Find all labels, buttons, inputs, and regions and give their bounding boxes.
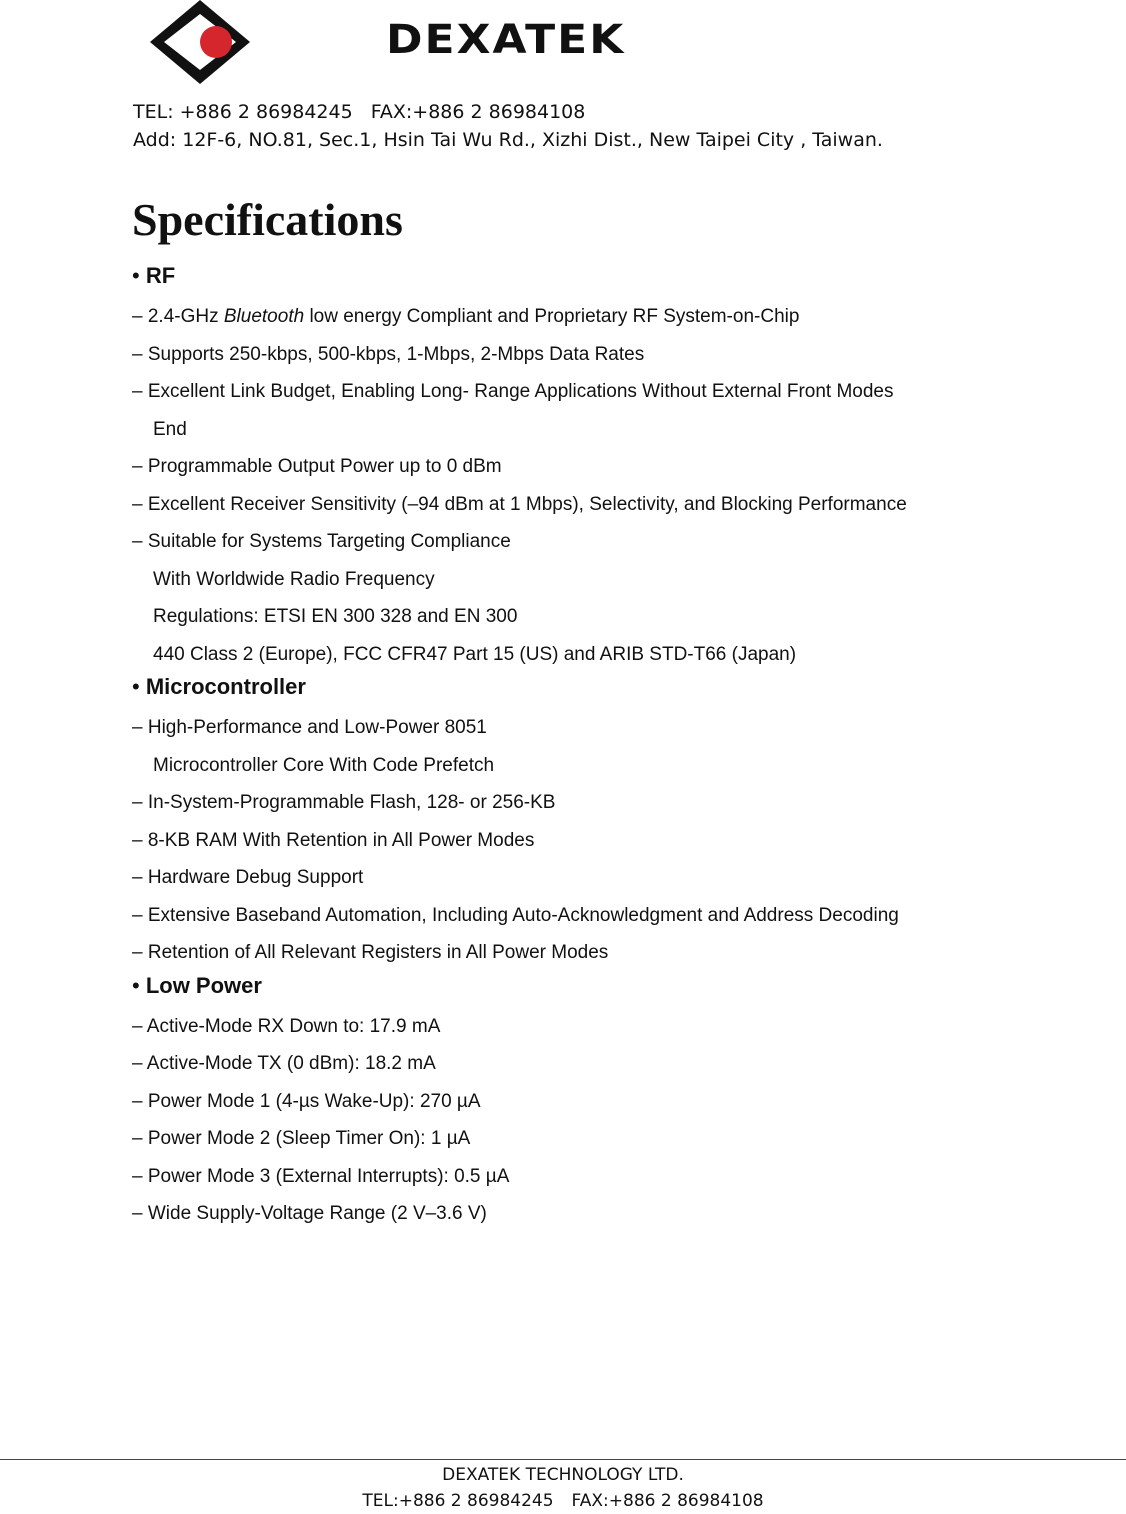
footer-contact — [0, 1488, 1126, 1514]
spec-item: – Hardware Debug Support — [132, 867, 364, 888]
spec-item: – Power Mode 1 (4-µs Wake-Up): 270 µA — [132, 1090, 481, 1112]
contact-fax: FAX:+886 2 86984108 — [370, 101, 586, 123]
contact-address: Add: 12F-6, NO.81, Sec.1, Hsin Tai Wu Rd., Xizhi Dist., New Taipei City , Taiwan. — [133, 129, 883, 151]
footer-fax: FAX:+886 2 86984108 — [571, 1491, 764, 1511]
bluetooth-term: Bluetooth — [223, 306, 305, 327]
contact-tel: TEL: +886 2 86984245 — [133, 101, 353, 123]
spec-item: – Active-Mode TX (0 dBm): 18.2 mA — [132, 1053, 436, 1074]
spec-item-continuation: Microcontroller Core With Code Prefetch — [153, 754, 495, 776]
spec-item: – High-Performance and Low-Power 8051 — [132, 717, 487, 738]
section-heading-rf: • RF — [132, 263, 176, 288]
footer-divider — [0, 1459, 1126, 1460]
specifications-list — [132, 262, 1012, 1233]
spec-item: – In-System-Programmable Flash, 128- or 256-KB — [132, 792, 556, 813]
spec-item: – 2.4-GHz Bluetooth low energy Compliant and Proprietary RF System-on-Chip — [132, 306, 800, 327]
footer-tel: TEL:+886 2 86984245 — [362, 1491, 554, 1511]
spec-item-continuation: With Worldwide Radio Frequency — [153, 568, 435, 590]
spec-item: – Active-Mode RX Down to: 17.9 mA — [132, 1015, 441, 1037]
bullet: • — [132, 972, 140, 998]
spec-item: – 8-KB RAM With Retention in All Power Modes — [132, 829, 535, 851]
spec-item-continuation: 440 Class 2 (Europe), FCC CFR47 Part 15 (US) and ARIB STD-T66 (Japan) — [153, 643, 797, 665]
spec-item: – Retention of All Relevant Registers in All Power Modes — [132, 942, 609, 963]
bullet: • — [132, 674, 140, 699]
spec-item-continuation: Regulations: ETSI EN 300 328 and EN 300 — [153, 606, 518, 627]
spec-item: – Suitable for Systems Targeting Compliance — [132, 531, 511, 552]
spec-item: – Programmable Output Power up to 0 dBm — [132, 456, 502, 477]
spec-item: – Supports 250-kbps, 500-kbps, 1-Mbps, 2-Mbps Data Rates — [132, 343, 645, 365]
spec-item: – Excellent Receiver Sensitivity (–94 dBm at 1 Mbps), Selectivity, and Blocking Performance — [132, 493, 907, 515]
spec-item: – Extensive Baseband Automation, Including Auto-Acknowledgment and Address Decoding — [132, 904, 899, 926]
page-title: Specifications — [132, 194, 403, 245]
company-logo — [150, 0, 626, 84]
logo-wordmark: DEXATEK — [386, 16, 626, 63]
spec-item: – Power Mode 3 (External Interrupts): 0.5 µA — [132, 1165, 510, 1187]
spec-item-continuation: End — [153, 418, 187, 440]
spec-item: – Wide Supply-Voltage Range (2 V–3.6 V) — [132, 1203, 487, 1224]
spec-item: – Excellent Link Budget, Enabling Long- Range Applications Without External Front Modes — [132, 381, 894, 402]
bullet: • — [132, 263, 140, 288]
page-footer — [0, 1462, 1126, 1514]
spec-item: – Power Mode 2 (Sleep Timer On): 1 µA — [132, 1128, 471, 1149]
contact-phone-fax — [133, 98, 883, 126]
contact-block — [133, 98, 883, 154]
section-heading-microcontroller: • Microcontroller — [132, 674, 306, 699]
section-heading-low-power: • Low Power — [132, 972, 262, 998]
footer-company: DEXATEK TECHNOLOGY LTD. — [442, 1465, 684, 1485]
